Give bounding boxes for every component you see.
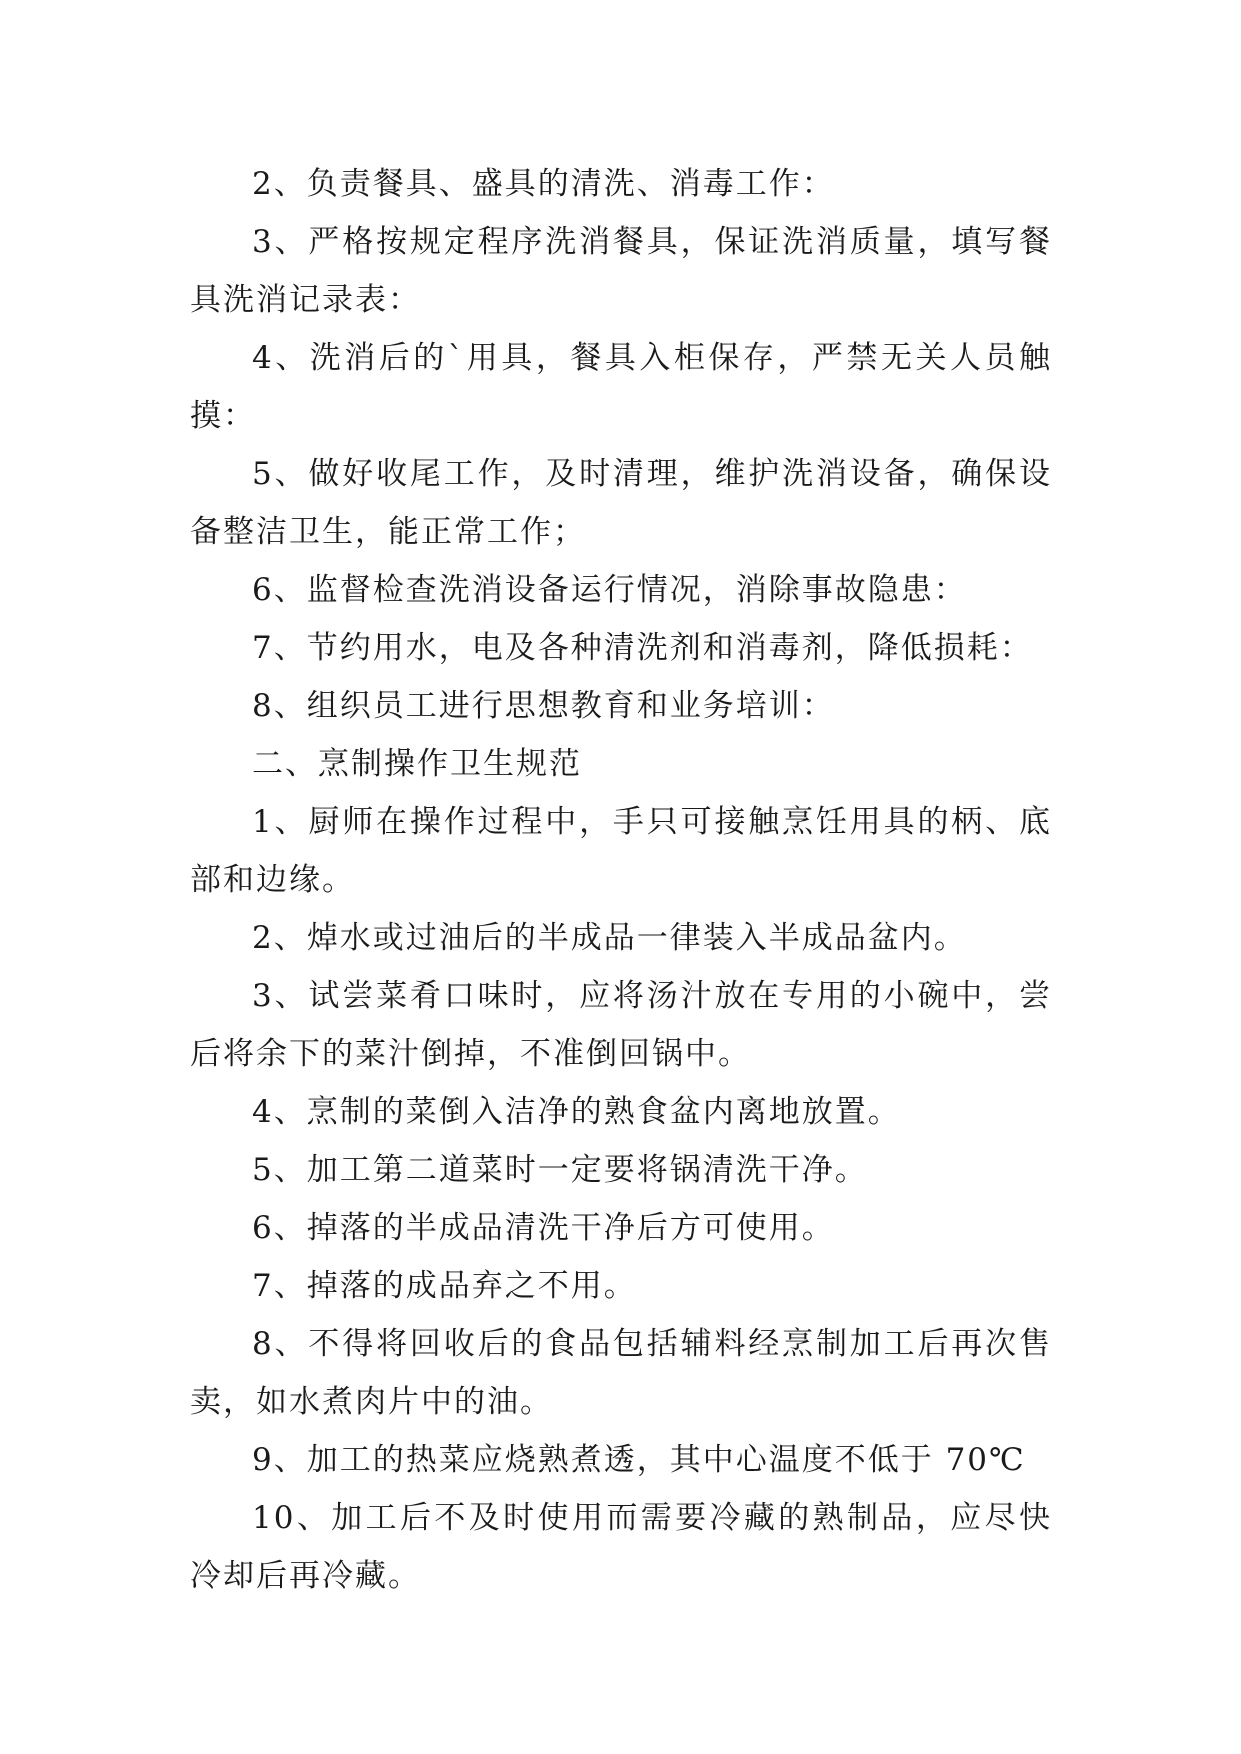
document-page (190, 155, 1052, 1605)
paragraph-cooking-7: 7、掉落的成品弃之不用。 (252, 1268, 637, 1304)
section-heading-cooking-hygiene: 二、烹制操作卫生规范 (252, 746, 582, 782)
paragraph-cooking-9: 9、加工的热菜应烧熟煮透，其中心温度不低于 70℃ (252, 1442, 1026, 1478)
paragraph-item-8-training: 8、组织员工进行思想教育和业务培训： (252, 688, 835, 724)
paragraph-item-2-tableware-cleaning: 2、负责餐具、盛具的清洗、消毒工作： (252, 166, 835, 202)
paragraph-item-6-inspection: 6、监督检查洗消设备运行情况，消除事故隐患： (252, 572, 967, 608)
paragraph-item-7-conservation: 7、节约用水，电及各种清洗剂和消毒剂，降低损耗： (252, 630, 1033, 666)
paragraph-item-5-wrap-up: 5、做好收尾工作，及时清理，维护洗消设备，确保设备整洁卫生，能正常工作； (190, 456, 1052, 550)
paragraph-cooking-5: 5、加工第二道菜时一定要将锅清洗干净。 (252, 1152, 868, 1188)
paragraph-cooking-2: 2、焯水或过油后的半成品一律装入半成品盆内。 (252, 920, 967, 956)
paragraph-cooking-10: 10、加工后不及时使用而需要冷藏的熟制品，应尽快冷却后再冷藏。 (190, 1500, 1052, 1594)
paragraph-cooking-6: 6、掉落的半成品清洗干净后方可使用。 (252, 1210, 835, 1246)
paragraph-cooking-1: 1、厨师在操作过程中，手只可接触烹饪用具的柄、底部和边缘。 (190, 804, 1052, 898)
paragraph-item-4-storage: 4、洗消后的`用具，餐具入柜保存，严禁无关人员触摸： (190, 340, 1052, 434)
paragraph-cooking-8: 8、不得将回收后的食品包括辅料经烹制加工后再次售卖，如水煮肉片中的油。 (190, 1326, 1052, 1420)
paragraph-cooking-3: 3、试尝菜肴口味时，应将汤汁放在专用的小碗中，尝后将余下的菜汁倒掉，不准倒回锅中。 (190, 978, 1052, 1072)
paragraph-cooking-4: 4、烹制的菜倒入洁净的熟食盆内离地放置。 (252, 1094, 901, 1130)
paragraph-item-3-cleaning-procedure: 3、严格按规定程序洗消餐具，保证洗消质量，填写餐具洗消记录表： (190, 224, 1052, 318)
